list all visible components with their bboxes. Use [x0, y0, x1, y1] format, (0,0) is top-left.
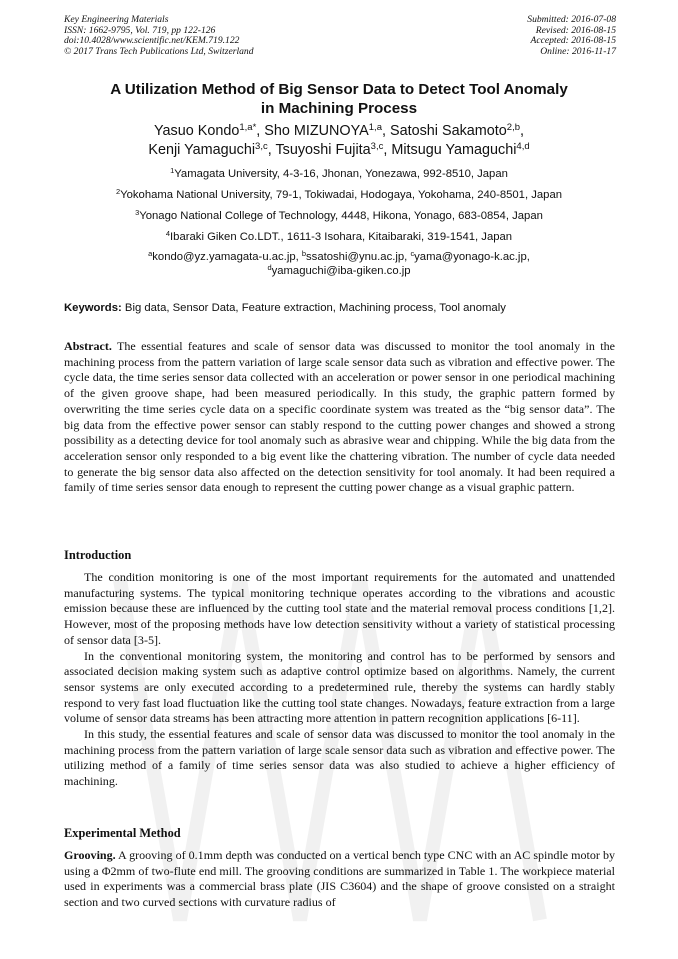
- journal-info: [64, 15, 254, 57]
- email-sup: b: [301, 248, 307, 258]
- author-name: Mitsugu Yamaguchi: [391, 142, 517, 158]
- email-address[interactable]: ssatoshi@ynu.ac.jp,: [306, 251, 411, 263]
- author-sup: 1,a*: [239, 121, 257, 133]
- experimental-body: [64, 848, 615, 911]
- accepted-date: Accepted: 2016-08-15: [530, 35, 616, 47]
- affiliation: [40, 187, 638, 208]
- keywords-text: Big data, Sensor Data, Feature extraction, Machining process, Tool anomaly: [121, 302, 506, 314]
- email-sup: c: [410, 248, 415, 258]
- author-line-2: Kenji Yamaguchi$^{3,c}$, Tsuyoshi Fujita$^{3,c}$, Mitsugu Yamaguchi$^{4,d}$: [148, 140, 530, 158]
- email-address[interactable]: yamaguchi@iba-giken.co.jp: [271, 265, 411, 277]
- author-sup: 3,c: [255, 140, 268, 152]
- affiliation-sup: 2: [115, 186, 121, 196]
- affiliation: [40, 208, 638, 229]
- keywords: [64, 300, 619, 316]
- author-name: Kenji Yamaguchi: [148, 142, 256, 158]
- author-sup: 4,d: [516, 140, 530, 152]
- publication-dates: [527, 15, 616, 57]
- author-list: [60, 122, 618, 160]
- abstract: [64, 339, 615, 496]
- email-sup: a: [148, 248, 153, 258]
- paragraph: In the conventional monitoring system, the monitoring and control has to be performed by sensors and associated decision making system such as adaptive control optimize based on algorithms. Namely, the current sensor systems are only executed according to a predetermined rule, thereby the systems can hardly stably respond to very fast load fluctuation like the cutting tool state changes. Nowadays, feature extraction from a large volume of sensor data streams has been attracting more attention in pattern recognition applications [6-11].: [64, 648, 615, 726]
- author-line-1: Yasuo Kondo$^{1,a*}$, Sho MIZUNOYA$^{1,a}$, Satoshi Sakamoto$^{2,b}$,: [154, 121, 524, 139]
- email-line-1: [40, 250, 638, 264]
- affiliation-text: Ibaraki Giken Co.LDT., 1611-3 Isohara, Kitaibaraki, 319-1541, Japan: [170, 231, 513, 243]
- journal-copyright: © 2017 Trans Tech Publications Ltd, Switzerland: [64, 45, 254, 57]
- grooving-text: A grooving of 0.1mm depth was conducted on a vertical bench type CNC with an AC spindle motor by using a Φ2mm of two-flute end mill. The grooving conditions are summarized in Table 1. The workpiece material used in experiments was a commercial brass plate (JIS C3604) and the shape of groove consisted on a straight section and two curved sections with curvature radius of: [64, 848, 615, 910]
- affiliation-sup: 4: [165, 228, 171, 238]
- email-line-2: [40, 264, 638, 278]
- abstract-text: The essential features and scale of sensor data was discussed to monitor the tool anomaly in the machining process from the pattern variation of large scale sensor data such as vibration and effective power. The cycle data, the time series sensor data collected with an acceleration or power sensor in one periodical machining of the given groove shape, had been measured periodically. In this study, the graphic pattern formed by overwriting the time series cycle data on a specific coordinate system was treated as the “big sensor data”. The big data from the effective power sensor can stably respond to the cutting power changes and showed a strong possibility as a detecting device for tool anomaly such as abrasive wear and chipping. While the big data from the acceleration sensor only responded to a big event like the chattering vibration. The number of cycle data needed to generate the big sensor data also affected on the detection sensitivity for tool anomaly. It had been required a family of time series sensor data enough to represent the cutting power change as a visual graphic pattern.: [64, 339, 615, 495]
- author-sup: 3,c: [370, 140, 384, 152]
- revised-date: Revised: 2016-08-15: [535, 24, 616, 36]
- affiliations: [40, 166, 638, 278]
- journal-name: Key Engineering Materials: [64, 14, 169, 25]
- affiliation-text: Yonago National College of Technology, 4448, Hikona, Yonago, 683-0854, Japan: [139, 210, 543, 222]
- abstract-label: Abstract.: [64, 339, 112, 353]
- introduction-heading: Introduction: [64, 548, 132, 562]
- submitted-date: Submitted: 2016-07-08: [527, 14, 616, 25]
- author-sup: 1,a: [368, 121, 382, 133]
- affiliation-sup: 1: [170, 165, 175, 175]
- paragraph: In this study, the essential features and scale of sensor data was discussed to monitor the tool anomaly in the machining process from the pattern variation of large scale sensor data such as vibration and effective power. The utilizing method of a family of time series sensor data was also studied to achieve a higher efficiency of machining.: [64, 727, 615, 789]
- introduction-body: [64, 570, 615, 790]
- author-name: Satoshi Sakamoto: [389, 123, 507, 139]
- affiliation-text: Yokohama National University, 79-1, Tokiwadai, Hodogaya, Yokohama, 240-8501, Japan: [120, 189, 563, 201]
- author-name: Tsuyoshi Fujita: [275, 142, 371, 158]
- paper-title: [60, 80, 618, 118]
- paragraph: [64, 848, 615, 911]
- affiliation-text: Yamagata University, 4-3-16, Jhonan, Yonezawa, 992-8510, Japan: [174, 168, 508, 180]
- email-address[interactable]: yama@yonago-k.ac.jp,: [414, 251, 530, 263]
- grooving-label: Grooving.: [64, 848, 116, 862]
- affiliation: [40, 229, 638, 250]
- paragraph: The condition monitoring is one of the most important requirements for the automated and unattended manufacturing systems. The typical monitoring technique operates according to the vibrations and acoustic emission because these are influenced by the cutting tool state and the material removal process conditions [1,2]. However, most of the proposing methods have low detection sensitivity without a variety of statistical processing of sensor data [3-5].: [64, 570, 615, 647]
- email-address[interactable]: kondo@yz.yamagata-u.ac.jp,: [152, 251, 302, 263]
- affiliation: [40, 166, 638, 187]
- author-name: Yasuo Kondo: [154, 123, 240, 139]
- keywords-label: Keywords:: [64, 302, 122, 314]
- journal-issn: ISSN: 1662-9795, Vol. 719, pp 122-126: [64, 24, 216, 36]
- email-sup: d: [267, 262, 272, 272]
- affiliation-sup: 3: [135, 207, 140, 217]
- experimental-heading: Experimental Method: [64, 826, 181, 840]
- title-line-1: A Utilization Method of Big Sensor Data to Detect Tool Anomaly: [110, 81, 568, 98]
- author-sup: 2,b: [506, 121, 520, 133]
- author-name: Sho MIZUNOYA: [264, 123, 369, 139]
- journal-doi: doi:10.4028/www.scientific.net/KEM.719.122: [64, 35, 240, 47]
- online-date: Online: 2016-11-17: [540, 45, 616, 57]
- title-line-2: in Machining Process: [260, 100, 418, 117]
